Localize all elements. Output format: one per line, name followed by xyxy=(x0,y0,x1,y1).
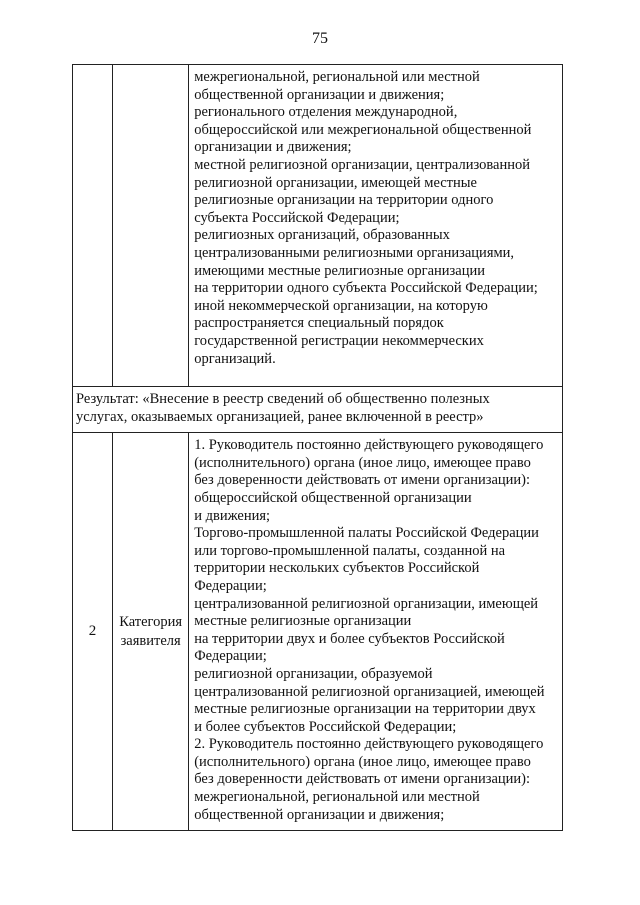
list-line: религиозной организации, имеющей местные xyxy=(194,174,477,191)
row-category-cell-empty xyxy=(113,65,189,387)
list-line: централизованной религиозной организацией, имеющей xyxy=(194,683,545,700)
category-label-line: заявителя xyxy=(120,632,181,649)
applicant-list-cell xyxy=(189,433,563,831)
list-line: (исполнительного) органа (иное лицо, имеющее право xyxy=(194,753,531,770)
row-number-cell: 2 xyxy=(73,433,113,831)
list-line: Федерации; xyxy=(194,577,267,594)
list-line: межрегиональной, региональной или местной xyxy=(194,789,480,806)
list-line: распространяется специальный порядок xyxy=(194,315,444,332)
list-line: местные религиозные организации xyxy=(194,613,412,630)
table-row-continuation xyxy=(73,65,563,387)
list-line: религиозной организации, образуемой xyxy=(194,665,433,682)
list-line: Федерации; xyxy=(194,648,267,665)
list-line: без доверенности действовать от имени организации): xyxy=(194,771,531,788)
category-label-line: Категория xyxy=(119,613,183,630)
requirements-table xyxy=(72,64,563,831)
table-row-2 xyxy=(73,433,563,831)
list-line: общероссийской или межрегиональной общественной xyxy=(194,121,532,138)
page-number: 75 xyxy=(312,30,328,47)
row-category-cell xyxy=(113,433,189,831)
applicant-list-cell xyxy=(189,65,563,387)
list-line: территории нескольких субъектов Российской xyxy=(194,560,480,577)
list-line: на территории одного субъекта Российской Федерации; xyxy=(194,280,538,297)
list-line: 2. Руководитель постоянно действующего руководящего xyxy=(194,736,544,753)
list-line: на территории двух и более субъектов Российской xyxy=(194,630,505,647)
list-line: (исполнительного) органа (иное лицо, имеющее право xyxy=(194,454,531,471)
list-line: общественной организации и движения; xyxy=(194,806,445,823)
list-line: и движения; xyxy=(194,507,271,524)
list-line: или торгово-промышленной палаты, созданной на xyxy=(194,542,506,559)
list-line: организаций. xyxy=(194,350,276,367)
list-line: имеющими местные религиозные организации xyxy=(194,262,485,279)
list-line: организации и движения; xyxy=(194,139,352,156)
list-line: общественной организации и движения; xyxy=(194,86,445,103)
list-line: без доверенности действовать от имени организации): xyxy=(194,472,531,489)
table-row-result xyxy=(73,387,563,433)
list-line: религиозные организации на территории одного xyxy=(194,192,494,209)
list-line: межрегиональной, региональной или местной xyxy=(194,69,480,85)
list-line: регионального отделения международной, xyxy=(194,104,458,121)
list-line: общероссийской общественной организации xyxy=(194,489,472,506)
list-line: государственной регистрации некоммерческих xyxy=(194,332,484,349)
list-line: Торгово-промышленной палаты Российской Федерации xyxy=(194,525,539,542)
row-number-cell-empty xyxy=(73,65,113,387)
list-line: местные религиозные организации на территории двух xyxy=(194,701,536,718)
result-line: Результат: «Внесение в реестр сведений об общественно полезных xyxy=(76,391,490,407)
list-line: 1. Руководитель постоянно действующего руководящего xyxy=(194,437,544,454)
list-line: религиозных организаций, образованных xyxy=(194,227,450,244)
list-line: иной некоммерческой организации, на которую xyxy=(194,297,488,314)
list-line: централизованной религиозной организации, имеющей xyxy=(194,595,539,612)
list-line: местной религиозной организации, централизованной xyxy=(194,156,531,173)
list-line: централизованными религиозными организациями, xyxy=(194,244,515,261)
result-line: услугах, оказываемых организацией, ранее включенной в реестр» xyxy=(76,408,484,425)
list-line: субъекта Российской Федерации; xyxy=(194,209,400,226)
result-cell xyxy=(73,387,563,433)
list-line: и более субъектов Российской Федерации; xyxy=(194,718,457,735)
